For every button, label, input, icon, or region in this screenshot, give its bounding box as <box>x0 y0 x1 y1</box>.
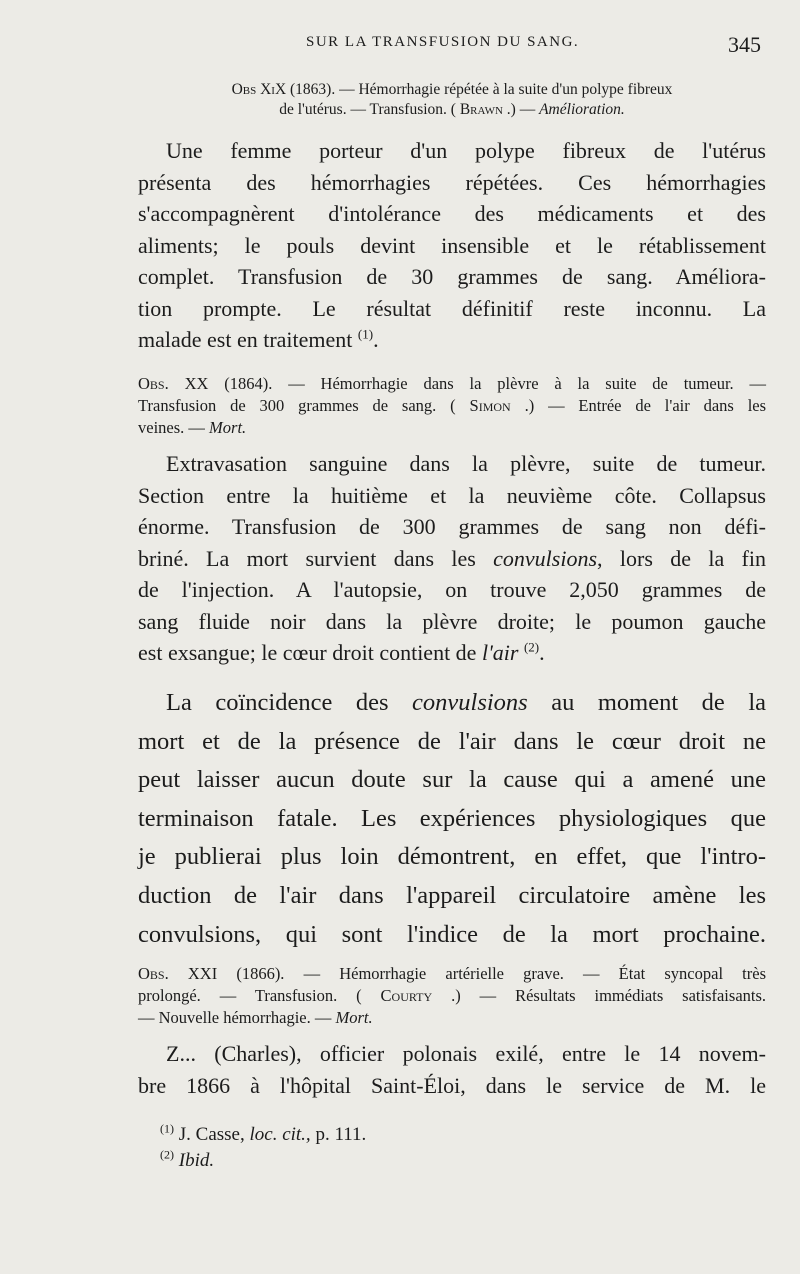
text-line: briné. La mort survient dans les convulsions, lors de la fin <box>138 545 766 571</box>
text-line: Extravasation sanguine dans la plèvre, suite de tumeur. <box>166 451 766 476</box>
page-header <box>0 32 800 58</box>
text-line: sang fluide noir dans la plèvre droite; le poumon gauche <box>138 608 766 634</box>
running-head: SUR LA TRANSFUSION DU SANG. <box>306 34 580 50</box>
text-line: Z... (Charles), officier polonais exilé, entre le 14 novem- <box>166 1041 766 1066</box>
obs-outcome: Amélioration. <box>539 101 625 118</box>
text-line: présenta des hémorrhagies répétées. Ces hémorrhagies <box>138 169 766 195</box>
text-line: La coïncidence des convulsions au moment de la <box>166 689 766 716</box>
observation-heading-19 <box>138 80 766 120</box>
page-number: 345 <box>728 32 761 57</box>
text-line: mort et de la présence de l'air dans le cœur droit ne <box>138 727 766 755</box>
paragraph-coincidence <box>138 684 766 954</box>
footnote-1: $^{(1)}$ J. Casse, loc. cit., p. 111. <box>160 1121 367 1145</box>
paragraph-polype <box>138 135 766 356</box>
text-line: duction de l'air dans l'appareil circulatoire amène les <box>138 881 766 909</box>
obs-label: Obs XiX <box>231 81 287 98</box>
text-line: énorme. Transfusion de 300 grammes de sang non défi- <box>138 514 766 539</box>
text-line: malade est en traitement $^{(1)}$. <box>138 326 379 352</box>
author-name: Simon <box>469 396 511 415</box>
text-line: de l'injection. A l'autopsie, on trouve 2,050 grammes de <box>138 577 766 602</box>
text-line: je publierai plus loin démontrent, en effet, que l'intro- <box>138 843 766 871</box>
footnote-2: $^{(2)}$ Ibid. <box>160 1147 215 1171</box>
footnote-ref: (1) <box>357 326 374 342</box>
obs-outcome: Mort. <box>335 1008 373 1027</box>
text-line: peut laisser aucun doute sur la cause qui a amené une <box>138 766 766 794</box>
footnotes <box>160 1122 560 1174</box>
observation-heading-20: Obs. XX (1864). — Hémorrhagie dans la plèvre à la suite de tumeur. — Transfusion de 300 grammes de sang. ( Simon .) — Entrée de l'air dans les veines. — Mort. <box>138 374 767 437</box>
obs-heading-text: (1863). — Hémorrhagie répétée à la suite d'un polype fibreux <box>290 81 673 98</box>
obs-label: Obs. <box>138 964 169 983</box>
author-name: Brawn <box>459 101 503 118</box>
paragraph-extravasation <box>138 448 766 669</box>
obs-label: Obs. <box>138 374 169 393</box>
observation-heading-21: Obs. XXI (1866). — Hémorrhagie artérielle grave. — État syncopal très prolongé. — Transfusion. ( Courty .) — Résultats immédiats satisfaisants. — Nouvelle hémorrhagie. — Mort. <box>138 964 767 1027</box>
text-line: s'accompagnèrent d'intolérance des médicaments et des <box>138 201 766 226</box>
text-line: terminaison fatale. Les expériences physiologiques que <box>138 804 766 832</box>
author-name: Courty <box>380 986 433 1005</box>
obs-heading-text: de l'utérus. — Transfusion. ( <box>279 101 456 118</box>
text-line: Section entre la huitième et la neuvième côte. Collapsus <box>138 482 766 508</box>
paragraph-charles <box>138 1038 766 1101</box>
text-line: aliments; le pouls devint insensible et le rétablissement <box>138 232 766 258</box>
text-line: complet. Transfusion de 30 grammes de sang. Améliora- <box>138 264 766 289</box>
obs-heading-text: .) — <box>506 101 536 118</box>
text-line: tion prompte. Le résultat définitif reste inconnu. La <box>138 295 766 321</box>
text-line: est exsangue; le cœur droit contient de l'air $^{(2)}$. <box>138 639 545 665</box>
footnote-ref: (2) <box>523 639 540 655</box>
text-line: bre 1866 à l'hôpital Saint-Éloi, dans le service de M. le <box>138 1072 766 1098</box>
text-line: convulsions, qui sont l'indice de la mort prochaine. <box>138 920 766 948</box>
text-line: Une femme porteur d'un polype fibreux de l'utérus <box>166 138 766 163</box>
obs-outcome: Mort. <box>209 418 247 437</box>
